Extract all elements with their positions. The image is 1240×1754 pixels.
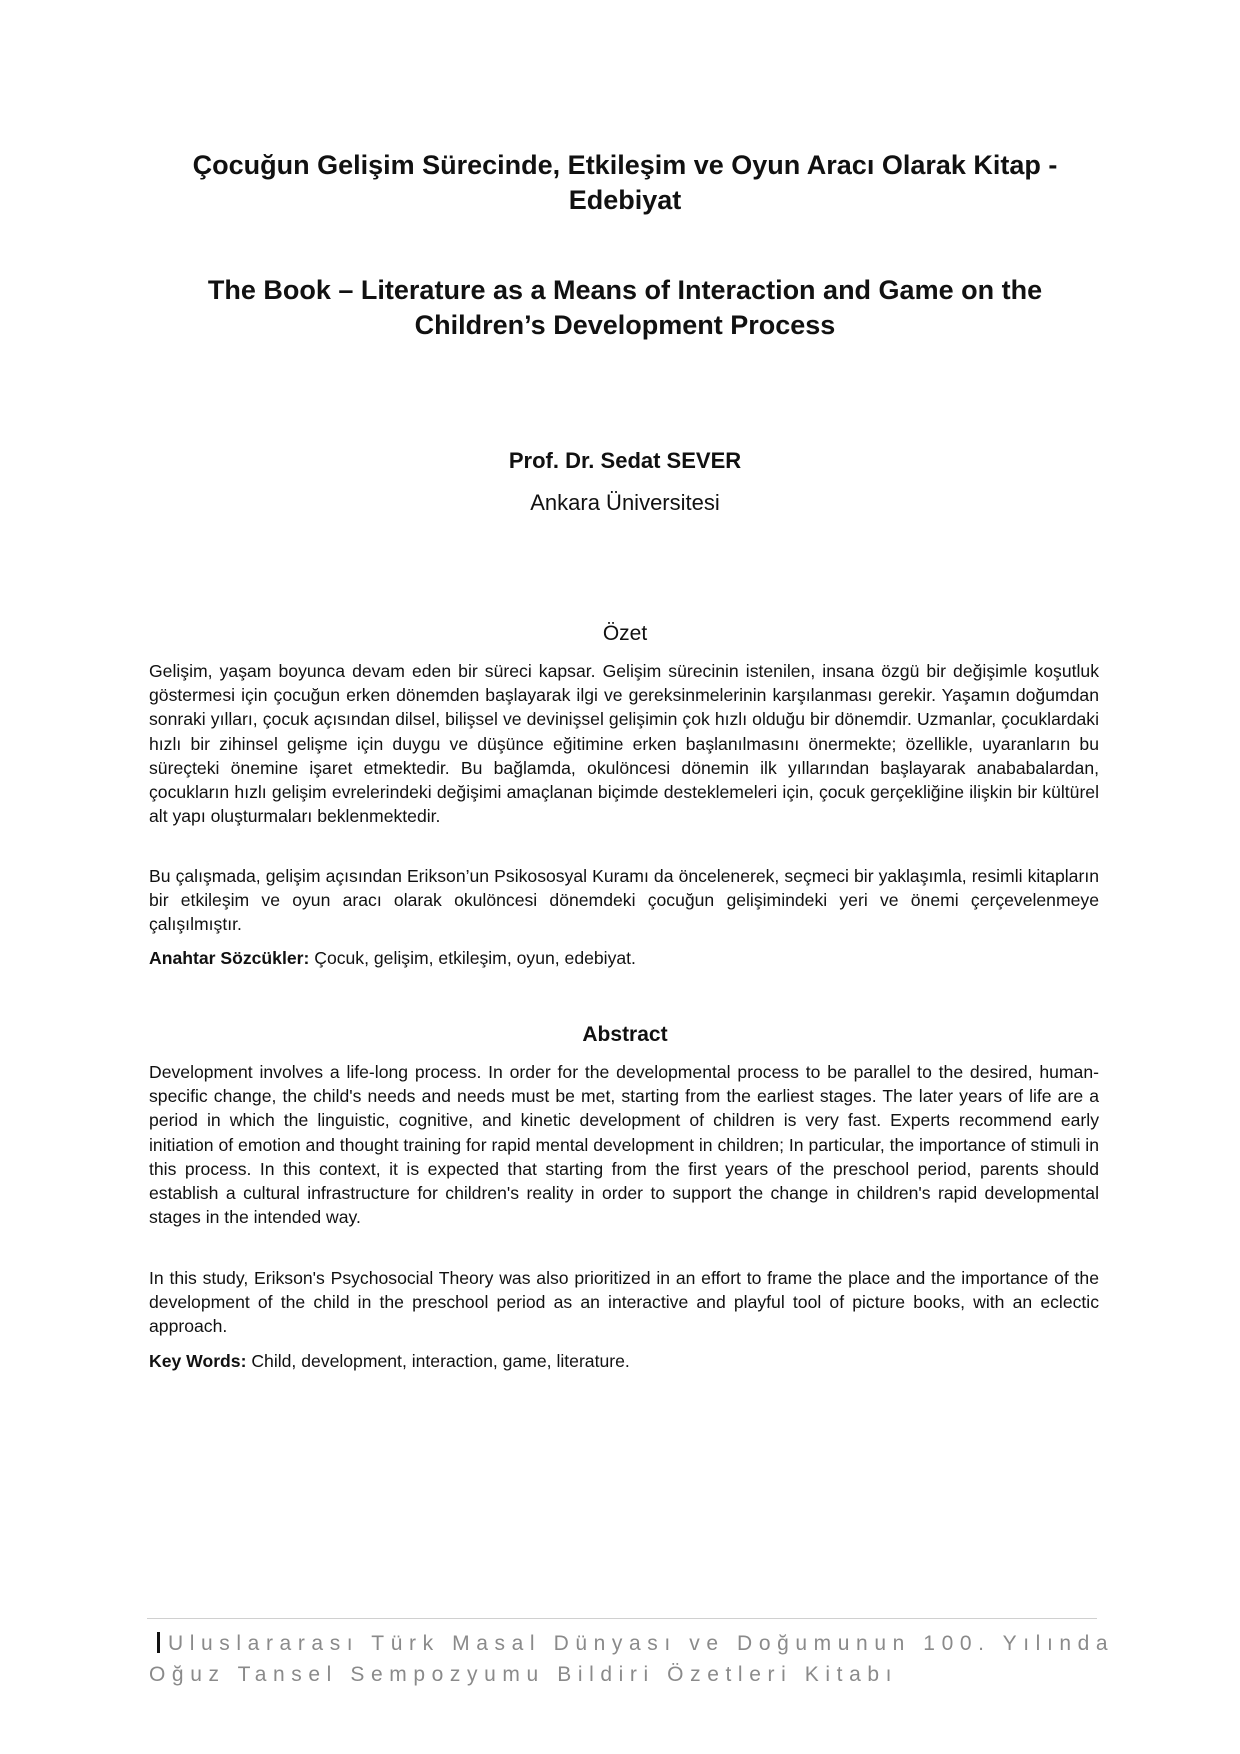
footer-divider (147, 1618, 1097, 1619)
ozet-keywords-label: Anahtar Sözcükler: (149, 948, 310, 968)
ozet-heading: Özet (602, 622, 648, 645)
abstract-keywords-label: Key Words: (149, 1351, 247, 1371)
footer-line-2: Oğuz Tansel Sempozyumu Bildiri Özetleri Kitabı (149, 1663, 899, 1686)
footer-bar-marker (157, 1632, 160, 1653)
title-turkish: Çocuğun Gelişim Sürecinde, Etkileşim ve Oyun Aracı Olarak Kitap - Edebiyat (192, 150, 1058, 215)
ozet-keywords-list: Çocuk, gelişim, etkileşim, oyun, edebiyat. (314, 948, 636, 968)
ozet-keywords (149, 946, 1099, 970)
author-name: Prof. Dr. Sedat SEVER (508, 448, 742, 473)
ozet-paragraph-1: Gelişim, yaşam boyunca devam eden bir süreci kapsar. Gelişim sürecinin istenilen, insana özgü bir değişimle koşutluk göstermesi için çocuğun erken dönemden başlayarak ilgi ve gereksinmelerinin karşılanması gerekir. Yaşamın doğumdan sonraki yılları, çocuk açısından dilsel, bilişsel ve devinişsel gelişimin çok hızlı olduğu bir dönemdir. Uzmanlar, çocuklardaki hızlı bir zihinsel gelişme için duygu ve düşünce eğitimine erken başlanılmasını önermekte; özellikle, uyaranların bu süreçteki önemine işaret etmektedir. Bu bağlamda, okulöncesi dönemin ilk yıllarından başlayarak anababalardan, çocukların hızlı gelişim evrelerindeki değişimi amaçlanan biçimde desteklemeleri için, çocuk gerçekliğine ilişkin bir kültürel alt yapı oluşturmaları beklenmektedir. (149, 661, 1099, 827)
abstract-heading: Abstract (582, 1023, 668, 1046)
footer-line-1 (149, 1628, 1115, 1659)
abstract-paragraph-2: In this study, Erikson's Psychosocial Theory was also prioritized in an effort to frame the place and the importance of the development of the child in the preschool period as an interactive and playful tool of picture books, with an eclectic approach. (149, 1268, 1099, 1337)
abstract-keywords-list: Child, development, interaction, game, literature. (251, 1351, 630, 1371)
author-affiliation: Ankara Üniversitesi (530, 490, 720, 515)
footer-line-1-text: Uluslararası Türk Masal Dünyası ve Doğumunun 100. Yılında (168, 1632, 1115, 1655)
title-english: The Book – Literature as a Means of Interaction and Game on the Children’s Development Process (207, 275, 1043, 340)
ozet-paragraph-2: Bu çalışmada, gelişim açısından Erikson’un Psikososyal Kuramı da öncelenerek, seçmeci bir yaklaşımla, resimli kitapların bir etkileşim ve oyun aracı olarak okulöncesi dönemdeki çocuğun gelişimindeki yeri ve önemi çerçevelenmeye çalışılmıştır. (149, 866, 1099, 935)
abstract-keywords (149, 1349, 1099, 1373)
abstract-paragraph-1: Development involves a life-long process. In order for the developmental process to be parallel to the desired, human-specific change, the child's needs and needs must be met, starting from the earliest stages. The later years of life are a period in which the linguistic, cognitive, and kinetic development of children is very fast. Experts recommend early initiation of emotion and thought training for rapid mental development in children; In particular, the importance of stimuli in this process. In this context, it is expected that starting from the first years of the preschool period, parents should establish a cultural infrastructure for children's reality in order to support the change in children's rapid developmental stages in the intended way. (149, 1062, 1099, 1228)
page-footer (149, 1628, 1115, 1690)
